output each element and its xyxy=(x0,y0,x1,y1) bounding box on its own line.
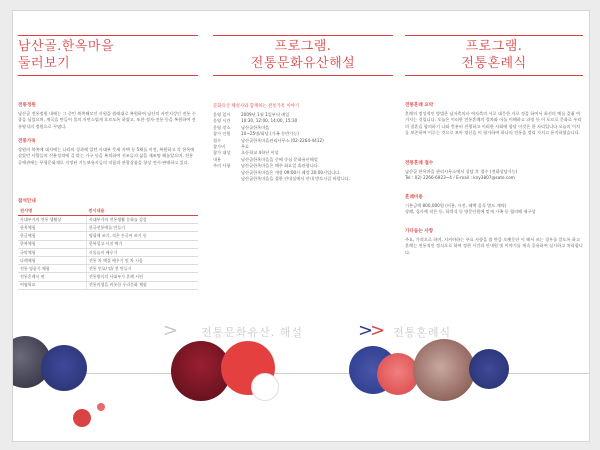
photo-circle-wedding-3 xyxy=(413,339,475,401)
section-heading: 전통정원 xyxy=(18,103,36,108)
section-heading: 전통혼례 요약 xyxy=(405,103,434,108)
dot-white xyxy=(251,373,279,401)
section-heading: 참석안내 xyxy=(18,199,36,204)
column-title: 프로그램. 전통혼례식 xyxy=(461,39,527,71)
section-wedding-summary xyxy=(405,103,583,137)
section-text: 혼례의 정성적인 방법은 남자측의사 여자측의 서로 대응한 자로 정을 하여서 최선의 예를 갖춰 여겨지는 것입니다. 오늘은 이러한 전통혼례의 절차와 이를 이해하고 과정 등 이 포르로 문화로 우리의 결혼을 합의하기 나와 충분히 진행하고 이러한 사회에 합당 이것은 한 자리입니다 오늘의 이치를 보존하여 이루는 것으로 보아 정신을 이 평가하여 하나의 전통을 정리 가지고 유지하였습니다. xyxy=(405,111,582,136)
table-row xyxy=(18,265,198,273)
table-row xyxy=(18,232,198,240)
info-key: 내용 xyxy=(213,156,222,162)
table-cell-content: 명필체 쓰기, 적은 손글씨 쓰기 등 xyxy=(86,232,198,240)
info-value: 10~25명/회당 (가족 등반가능) xyxy=(241,131,299,137)
title-top-rule xyxy=(213,35,393,36)
table-cell-name: 국악체험 xyxy=(18,248,86,256)
info-value: 10:30, 12:00, 14:00, 15:30 xyxy=(241,118,298,124)
table-cell-content: 한국전통예를 만들기 xyxy=(86,224,198,232)
section-houses xyxy=(18,139,198,166)
chevron-right-icon: > xyxy=(370,320,386,341)
title-bottom-rule xyxy=(405,75,583,76)
table-cell-name: 여염학교 xyxy=(18,281,86,289)
section-text: 남산골 전통정원 내에는 그 중턴 북쪽해모인 사원을 원래대로 복원하여 남산의 자연지성인 전통 수종을 심었으며, 계곡을 만들어 물의 자연스럽게 흐르도록 하였고, 또한 정자·전통 등을 복원하여 전통양식의 정원으로 꾸몄다. xyxy=(18,111,196,129)
info-key: 운영 일시 xyxy=(213,112,231,117)
title-bottom-rule xyxy=(213,75,393,76)
table-cell-name: 한글체험 xyxy=(18,232,86,240)
table-cell-content: 사물놀이 배우기 xyxy=(86,248,198,256)
info-value: 무료 xyxy=(241,144,250,150)
photo-circle-navy xyxy=(41,345,87,391)
contact-line: Tel : 02) 2266-6923~4 / E-mail : kny3807@sate.com xyxy=(405,175,515,181)
band-label-wedding: 전통혼례식 xyxy=(393,326,452,339)
column-hanok-tour xyxy=(18,11,198,311)
table-cell-name: 사대부가의 전통 생활상 xyxy=(18,216,86,224)
info-value: 2009년 1월 1일부터 매일 xyxy=(241,112,290,117)
info-key: 참가 인원 xyxy=(213,131,231,137)
column-wedding-program xyxy=(405,11,583,311)
title-top-rule xyxy=(18,35,198,36)
info-key: 운영 시간 xyxy=(213,118,231,124)
program-info-list xyxy=(213,112,393,182)
dot-red xyxy=(73,409,91,427)
table-header-name: 전시명 xyxy=(18,207,86,216)
table-cell-content: 전통 민요/ 탈/ 전 만들기 xyxy=(86,265,198,273)
table-cell-content: 사대부가의 전통생활 문화를 감상 xyxy=(86,216,198,224)
program-table xyxy=(18,207,198,290)
info-value: 남산골한옥마을관리사무소 (02-2264-4412) xyxy=(241,137,324,143)
table-row xyxy=(18,216,198,224)
info-key: 접수 xyxy=(213,137,222,143)
column-heritage-program xyxy=(213,11,393,311)
info-value: 남산골한옥마을을 중에 중심 문화유산해설 xyxy=(241,156,318,162)
table-cell-name: 한복체험 xyxy=(18,240,86,248)
info-value: 남산골한옥마을 xyxy=(241,124,270,130)
cost-line: 기본금액 800,000원 (비용, 사진, 폐백 음식 별도 계약) xyxy=(405,203,507,208)
table-cell-content: 전통 차 예절 배우기 및 차 시음 xyxy=(86,256,198,264)
info-key: 주의 사항 xyxy=(213,163,231,169)
section-wedding-contact xyxy=(405,161,583,182)
section-text: 장원의 북쪽에 대지에는 나라의 성과에 있던 사대부 뜻세 자택 등 5채를 이전, 복원하고 각 한옥에 살았던 사람들의 신분성격에 걸 맞는 가구 등을 복치하여 선조들의 삶을 재조명 해놓았으며, 전통 공예관에는 무형문화재로 지정된 기능보유자들의 작품과 관광상품을 항상 전시·판매하고 있다. xyxy=(18,147,195,165)
table-cell-content: 한복입고 사진 찍기 xyxy=(86,240,198,248)
cost-line: 장례, 집사예 작은 등, 하객석 등 방문인원에 맞게 가족 등 협의해 재구성 xyxy=(405,209,536,215)
table-cell-content: 전통의생을 비롯한 우리문화 체험 xyxy=(86,281,198,289)
table-row xyxy=(18,281,198,289)
section-heading: 전통혼례 접수 xyxy=(405,161,434,166)
section-heading: 가다듬는 사항 xyxy=(405,229,434,234)
dot-red-small xyxy=(97,403,105,411)
program-intro: 문화유산 해설사와 함께하는 전통가옥 이야기 xyxy=(213,104,300,109)
section-heading: 전통가옥 xyxy=(18,139,36,144)
section-text: 주요, 가격으로 하며, 지켜야하는 주요 사항을 쓸 만큼 오랫동안 이 해서 쓰는 경우를 알도록 하고 혼례는 전통적인 정식으로 하며 정한 시간과 안내원 및 이야기를 계속 공유하여 실시하고 처리합니다. xyxy=(405,237,583,255)
table-row xyxy=(18,273,198,281)
info-value: 초등학교 4학년 이상 xyxy=(241,150,279,156)
section-program-table xyxy=(18,199,198,290)
table-cell-name: 다례체험 xyxy=(18,256,86,264)
section-program-info xyxy=(213,103,393,182)
table-row xyxy=(18,240,198,248)
band-label-heritage: 전통문화유산. 해설 xyxy=(201,326,304,339)
section-wedding-cost xyxy=(405,195,583,216)
table-cell-name: 전통 명품기 체험 xyxy=(18,265,86,273)
info-row xyxy=(213,163,393,182)
table-cell-content: 전통방식의 사대부가 혼례 시연 xyxy=(86,273,198,281)
brochure-page xyxy=(12,10,590,442)
table-cell-name: 한옥체험 xyxy=(18,224,86,232)
section-wedding-notes xyxy=(405,229,583,256)
table-row xyxy=(18,256,198,264)
section-heading: 혼례비용 xyxy=(405,195,423,200)
info-key: 운영 장소 xyxy=(213,124,231,130)
column-title: 프로그램. 전통문화유산해설 xyxy=(250,39,356,71)
table-row xyxy=(18,224,198,232)
chevron-right-icon: > xyxy=(358,320,374,341)
section-garden xyxy=(18,103,198,130)
column-title: 남산골.한옥마을 둘러보기 xyxy=(18,39,115,71)
info-key: 참가 대상 xyxy=(213,150,231,156)
info-key: 참가비 xyxy=(213,144,226,150)
table-header-content: 전시내용 xyxy=(86,207,198,216)
chevron-right-icon: > xyxy=(163,320,179,341)
title-top-rule xyxy=(405,35,583,36)
table-row xyxy=(18,248,198,256)
contact-line: 남산골 한옥마을 관리사무소에서 상담 후 접수 (전화상담가능) xyxy=(405,169,518,174)
info-value: 남산골한옥마을은 매주 화요일 휴관합니다. 남산골한옥마을은 개장 09:00시 폐장 20:00시입니다. 남산골한옥마을을 접한 안내실에서 안내 받으시길 바랍니다. xyxy=(241,163,351,182)
photo-circle-wedding-4 xyxy=(469,349,509,389)
title-bottom-rule xyxy=(18,75,198,76)
table-cell-name: 전통혼례식 연 xyxy=(18,273,86,281)
